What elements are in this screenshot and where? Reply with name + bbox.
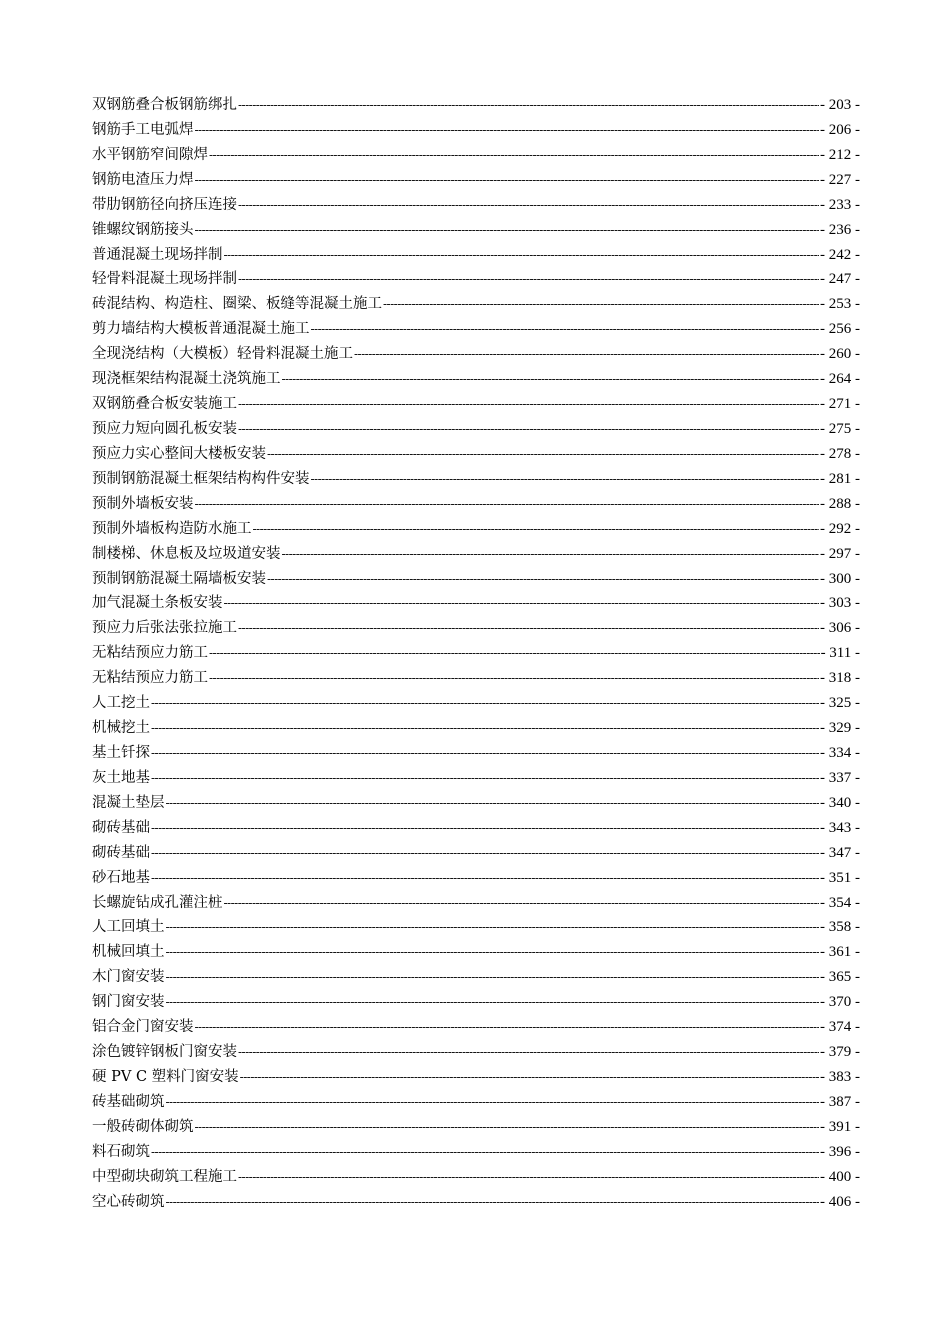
toc-entry-page-number: - 361 - bbox=[820, 944, 860, 961]
toc-dot-leader bbox=[253, 517, 820, 542]
toc-entry-page-number: - 278 - bbox=[820, 445, 860, 462]
toc-entry-title: 预制钢筋混凝土隔墙板安装 bbox=[92, 570, 266, 587]
toc-entry-page-number: - 256 - bbox=[820, 321, 860, 338]
toc-entry[interactable] bbox=[92, 168, 860, 193]
toc-entry-title: 普通混凝土现场拌制 bbox=[92, 246, 223, 263]
toc-entry-page-number: - 383 - bbox=[820, 1068, 860, 1085]
toc-dot-leader bbox=[238, 93, 819, 118]
toc-entry-page-number: - 311 - bbox=[820, 645, 860, 662]
toc-dot-leader bbox=[238, 193, 819, 218]
toc-entry-title: 钢筋电渣压力焊 bbox=[92, 171, 194, 188]
toc-dot-leader bbox=[240, 1065, 819, 1090]
toc-dot-leader bbox=[151, 866, 819, 891]
toc-entry[interactable] bbox=[92, 940, 860, 965]
toc-entry[interactable] bbox=[92, 193, 860, 218]
toc-dot-leader bbox=[267, 442, 819, 467]
toc-entry-title: 预应力实心整间大楼板安装 bbox=[92, 445, 266, 462]
toc-dot-leader bbox=[166, 1190, 820, 1215]
toc-entry-title: 预制外墙板构造防水施工 bbox=[92, 520, 252, 537]
toc-entry-title: 砂石地基 bbox=[92, 869, 150, 886]
toc-entry[interactable] bbox=[92, 218, 860, 243]
toc-entry[interactable] bbox=[92, 1115, 860, 1140]
toc-entry[interactable] bbox=[92, 766, 860, 791]
toc-entry[interactable] bbox=[92, 816, 860, 841]
toc-entry-page-number: - 264 - bbox=[820, 371, 860, 388]
toc-entry-page-number: - 351 - bbox=[820, 869, 860, 886]
toc-dot-leader bbox=[238, 392, 819, 417]
toc-entry[interactable] bbox=[92, 666, 860, 691]
toc-entry-title: 水平钢筋窄间隙焊 bbox=[92, 146, 208, 163]
toc-entry-page-number: - 343 - bbox=[820, 819, 860, 836]
toc-dot-leader bbox=[238, 417, 819, 442]
toc-entry[interactable] bbox=[92, 567, 860, 592]
toc-entry-title: 中型砌块砌筑工程施工 bbox=[92, 1168, 237, 1185]
toc-entry[interactable] bbox=[92, 367, 860, 392]
toc-entry-title: 长螺旋钻成孔灌注桩 bbox=[92, 894, 223, 911]
toc-entry[interactable] bbox=[92, 791, 860, 816]
toc-entry-page-number: - 396 - bbox=[820, 1143, 860, 1160]
toc-entry-title: 全现浇结构（大模板）轻骨料混凝土施工 bbox=[92, 346, 353, 363]
toc-entry[interactable] bbox=[92, 1190, 860, 1215]
toc-entry[interactable] bbox=[92, 143, 860, 168]
toc-dot-leader bbox=[151, 841, 819, 866]
toc-entry-title: 预制外墙板安装 bbox=[92, 495, 194, 512]
toc-entry-page-number: - 337 - bbox=[820, 769, 860, 786]
toc-entry-title: 轻骨料混凝土现场拌制 bbox=[92, 271, 237, 288]
toc-entry-title: 机械挖土 bbox=[92, 720, 150, 737]
toc-entry[interactable] bbox=[92, 915, 860, 940]
toc-entry-page-number: - 406 - bbox=[820, 1193, 860, 1210]
toc-entry-title: 机械回填土 bbox=[92, 944, 165, 961]
toc-entry-page-number: - 212 - bbox=[820, 146, 860, 163]
toc-entry-page-number: - 260 - bbox=[820, 346, 860, 363]
toc-entry-title: 加气混凝土条板安装 bbox=[92, 595, 223, 612]
toc-entry-page-number: - 297 - bbox=[820, 545, 860, 562]
toc-dot-leader bbox=[151, 816, 819, 841]
toc-dot-leader bbox=[151, 716, 819, 741]
toc-entry-title: 制楼梯、休息板及垃圾道安装 bbox=[92, 545, 281, 562]
toc-dot-leader bbox=[282, 542, 820, 567]
toc-entry-page-number: - 233 - bbox=[820, 196, 860, 213]
toc-entry-title: 钢筋手工电弧焊 bbox=[92, 121, 194, 138]
toc-entry-title: 人工挖土 bbox=[92, 695, 150, 712]
toc-entry-page-number: - 400 - bbox=[820, 1168, 860, 1185]
toc-entry-page-number: - 227 - bbox=[820, 171, 860, 188]
toc-dot-leader bbox=[166, 1090, 820, 1115]
toc-entry-title: 无粘结预应力筋工 bbox=[92, 670, 208, 687]
toc-dot-leader bbox=[151, 1140, 819, 1165]
toc-entry-page-number: - 206 - bbox=[820, 121, 860, 138]
toc-dot-leader bbox=[383, 292, 819, 317]
toc-entry[interactable] bbox=[92, 591, 860, 616]
toc-dot-leader bbox=[166, 965, 820, 990]
toc-dot-leader bbox=[151, 766, 819, 791]
toc-dot-leader bbox=[209, 666, 819, 691]
toc-entry[interactable] bbox=[92, 841, 860, 866]
toc-entry[interactable] bbox=[92, 542, 860, 567]
toc-entry-page-number: - 370 - bbox=[820, 994, 860, 1011]
toc-entry-page-number: - 303 - bbox=[820, 595, 860, 612]
toc-dot-leader bbox=[166, 990, 820, 1015]
toc-dot-leader bbox=[195, 218, 820, 243]
toc-dot-leader bbox=[195, 1015, 820, 1040]
toc-entry[interactable] bbox=[92, 965, 860, 990]
toc-entry-title: 双钢筋叠合板钢筋绑扎 bbox=[92, 97, 237, 113]
toc-entry-title: 双钢筋叠合板安装施工 bbox=[92, 396, 237, 413]
toc-entry-title: 带肋钢筋径向挤压连接 bbox=[92, 196, 237, 213]
toc-entry-title: 一般砖砌体砌筑 bbox=[92, 1118, 194, 1135]
toc-entry[interactable] bbox=[92, 1165, 860, 1190]
toc-entry-title: 灰土地基 bbox=[92, 769, 150, 786]
toc-dot-leader bbox=[151, 741, 819, 766]
toc-entry[interactable] bbox=[92, 691, 860, 716]
toc-entry[interactable] bbox=[92, 267, 860, 292]
toc-entry-page-number: - 325 - bbox=[820, 695, 860, 712]
toc-entry-title: 料石砌筑 bbox=[92, 1143, 150, 1160]
toc-entry-page-number: - 203 - bbox=[820, 97, 860, 113]
toc-entry-page-number: - 387 - bbox=[820, 1093, 860, 1110]
toc-entry-page-number: - 271 - bbox=[820, 396, 860, 413]
toc-entry-title: 剪力墙结构大模板普通混凝土施工 bbox=[92, 321, 310, 338]
toc-dot-leader bbox=[195, 118, 820, 143]
toc-entry-page-number: - 334 - bbox=[820, 744, 860, 761]
toc-entry-page-number: - 281 - bbox=[820, 470, 860, 487]
toc-entry-title: 空心砖砌筑 bbox=[92, 1193, 165, 1210]
toc-entry-page-number: - 292 - bbox=[820, 520, 860, 537]
toc-entry[interactable] bbox=[92, 243, 860, 268]
toc-dot-leader bbox=[195, 492, 820, 517]
toc-entry-page-number: - 236 - bbox=[820, 221, 860, 238]
toc-entry-page-number: - 347 - bbox=[820, 844, 860, 861]
toc-entry[interactable] bbox=[92, 93, 860, 118]
toc-dot-leader bbox=[238, 616, 819, 641]
toc-entry-title: 砌砖基础 bbox=[92, 844, 150, 861]
toc-entry-title: 现浇框架结构混凝土浇筑施工 bbox=[92, 371, 281, 388]
toc-entry-page-number: - 300 - bbox=[820, 570, 860, 587]
toc-dot-leader bbox=[195, 1115, 820, 1140]
toc-entry-page-number: - 358 - bbox=[820, 919, 860, 936]
toc-dot-leader bbox=[224, 891, 820, 916]
toc-entry[interactable] bbox=[92, 990, 860, 1015]
toc-entry[interactable] bbox=[92, 392, 860, 417]
toc-entry-title: 砖混结构、构造柱、圈梁、板缝等混凝土施工 bbox=[92, 296, 382, 313]
toc-entry[interactable] bbox=[92, 442, 860, 467]
toc-entry[interactable] bbox=[92, 1040, 860, 1065]
toc-entry[interactable] bbox=[92, 616, 860, 641]
toc-entry-title: 预应力后张法张拉施工 bbox=[92, 620, 237, 637]
toc-entry[interactable] bbox=[92, 417, 860, 442]
toc-entry[interactable] bbox=[92, 1140, 860, 1165]
toc-entry-page-number: - 379 - bbox=[820, 1044, 860, 1061]
table-of-contents bbox=[92, 93, 860, 1214]
toc-entry[interactable] bbox=[92, 342, 860, 367]
toc-dot-leader bbox=[267, 567, 819, 592]
toc-dot-leader bbox=[354, 342, 819, 367]
toc-entry-page-number: - 306 - bbox=[820, 620, 860, 637]
toc-entry[interactable] bbox=[92, 1090, 860, 1115]
toc-entry-page-number: - 391 - bbox=[820, 1118, 860, 1135]
toc-entry-title: 人工回填土 bbox=[92, 919, 165, 936]
toc-entry[interactable] bbox=[92, 716, 860, 741]
toc-entry-title: 混凝土垫层 bbox=[92, 794, 165, 811]
toc-entry-page-number: - 340 - bbox=[820, 794, 860, 811]
toc-entry-page-number: - 247 - bbox=[820, 271, 860, 288]
toc-entry-page-number: - 275 - bbox=[820, 420, 860, 437]
toc-entry-title: 基土钎探 bbox=[92, 744, 150, 761]
toc-dot-leader bbox=[238, 1165, 819, 1190]
toc-entry-title: 预制钢筋混凝土框架结构构件安装 bbox=[92, 470, 310, 487]
toc-entry-title: 砌砖基础 bbox=[92, 819, 150, 836]
toc-entry-title: 钢门窗安装 bbox=[92, 994, 165, 1011]
toc-dot-leader bbox=[195, 168, 820, 193]
toc-entry[interactable] bbox=[92, 118, 860, 143]
toc-entry-title: 无粘结预应力筋工 bbox=[92, 645, 208, 662]
toc-entry-title: 预应力短向圆孔板安装 bbox=[92, 420, 237, 437]
toc-entry-title: 锥螺纹钢筋接头 bbox=[92, 221, 194, 238]
toc-entry-title: 铝合金门窗安装 bbox=[92, 1019, 194, 1036]
toc-entry[interactable] bbox=[92, 1065, 860, 1090]
toc-dot-leader bbox=[238, 267, 819, 292]
toc-entry-page-number: - 374 - bbox=[820, 1019, 860, 1036]
toc-dot-leader bbox=[282, 367, 820, 392]
toc-dot-leader bbox=[209, 641, 820, 666]
toc-entry[interactable] bbox=[92, 317, 860, 342]
toc-dot-leader bbox=[238, 1040, 819, 1065]
toc-entry-title: 木门窗安装 bbox=[92, 969, 165, 986]
toc-entry-page-number: - 318 - bbox=[820, 670, 860, 687]
toc-entry-title: 砖基础砌筑 bbox=[92, 1093, 165, 1110]
toc-dot-leader bbox=[166, 915, 820, 940]
toc-entry-title: 硬 PV C 塑料门窗安装 bbox=[92, 1068, 239, 1085]
toc-dot-leader bbox=[151, 691, 819, 716]
toc-entry-page-number: - 329 - bbox=[820, 720, 860, 737]
toc-entry-page-number: - 365 - bbox=[820, 969, 860, 986]
toc-entry-title: 涂色镀锌钢板门窗安装 bbox=[92, 1044, 237, 1061]
toc-dot-leader bbox=[209, 143, 819, 168]
toc-entry[interactable] bbox=[92, 891, 860, 916]
toc-entry-page-number: - 242 - bbox=[820, 246, 860, 263]
toc-dot-leader bbox=[311, 467, 820, 492]
toc-dot-leader bbox=[224, 591, 820, 616]
toc-entry[interactable] bbox=[92, 1015, 860, 1040]
toc-dot-leader bbox=[224, 243, 820, 268]
toc-entry-page-number: - 253 - bbox=[820, 296, 860, 313]
toc-entry[interactable] bbox=[92, 467, 860, 492]
toc-entry[interactable] bbox=[92, 517, 860, 542]
toc-dot-leader bbox=[311, 317, 820, 342]
toc-entry[interactable] bbox=[92, 641, 860, 666]
toc-entry-page-number: - 354 - bbox=[820, 894, 860, 911]
toc-dot-leader bbox=[166, 791, 820, 816]
toc-entry[interactable] bbox=[92, 492, 860, 517]
toc-entry[interactable] bbox=[92, 741, 860, 766]
toc-entry[interactable] bbox=[92, 866, 860, 891]
toc-dot-leader bbox=[166, 940, 820, 965]
toc-entry[interactable] bbox=[92, 292, 860, 317]
toc-entry-page-number: - 288 - bbox=[820, 495, 860, 512]
